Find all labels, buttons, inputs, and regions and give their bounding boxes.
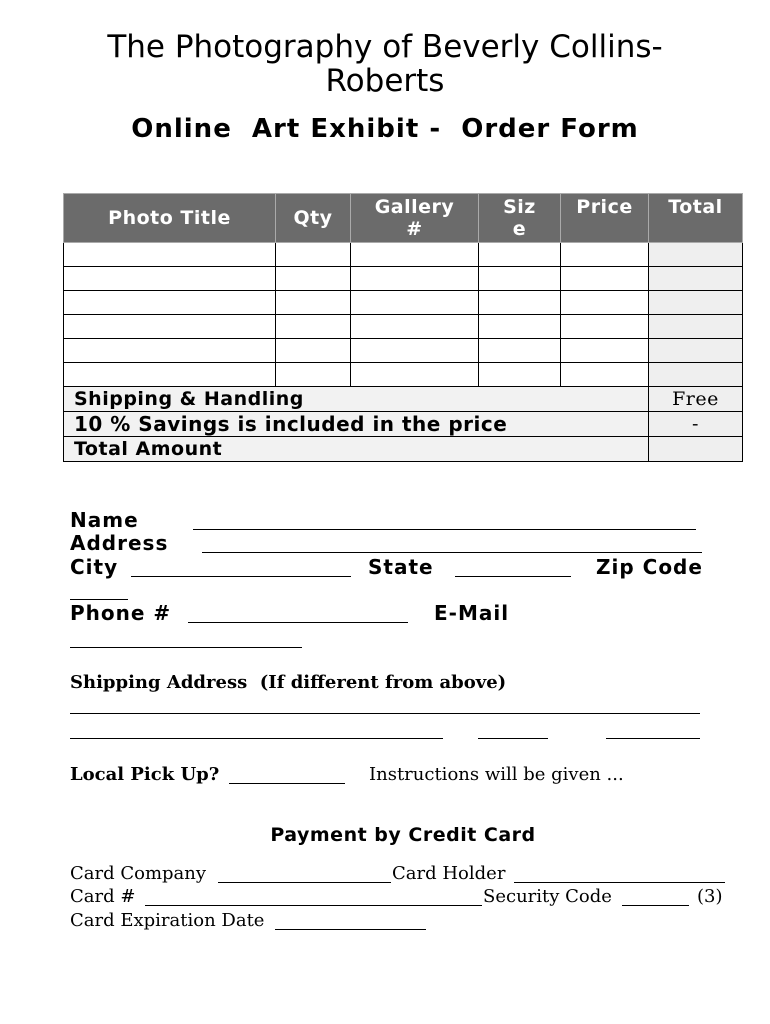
order-row [64,339,743,363]
order-row [64,363,743,387]
photo-title-cell[interactable] [64,243,276,267]
photo-title-cell[interactable] [64,339,276,363]
phone-field[interactable] [188,622,408,623]
order-row [64,243,743,267]
savings-value: - [649,412,743,437]
col-size: Size [479,194,561,243]
qty-cell[interactable] [276,339,351,363]
savings-label: 10 % Savings is included in the price [64,412,649,437]
total-cell [649,315,743,339]
expiration-field[interactable] [275,929,426,930]
qty-cell[interactable] [276,243,351,267]
pickup-instructions: Instructions will be given ... [369,764,624,785]
price-cell[interactable] [561,363,649,387]
phone-label: Phone # [70,601,172,625]
city-field[interactable] [131,576,351,577]
order-table [63,193,743,462]
email-field[interactable] [70,647,302,648]
total-cell [649,339,743,363]
city-label: City [70,555,119,579]
local-pickup-label: Local Pick Up? [70,764,220,785]
gallery-cell[interactable] [351,315,479,339]
qty-cell[interactable] [276,363,351,387]
name-label: Name [70,508,139,532]
name-field[interactable] [193,529,696,530]
payment-heading: Payment by Credit Card [270,824,536,846]
shipping-address-label: Shipping Address [70,672,248,693]
shipping-address-note: (If different from above) [259,672,507,693]
size-cell[interactable] [479,339,561,363]
col-price: Price [561,194,649,243]
col-total: Total [649,194,743,243]
expiration-label: Card Expiration Date [70,910,265,931]
zip-code-label: Zip Code [596,555,703,579]
shipping-address-heading [70,672,506,693]
shipping-row [64,387,743,412]
size-cell[interactable] [479,243,561,267]
size-cell[interactable] [479,291,561,315]
qty-cell[interactable] [276,291,351,315]
photo-title-cell[interactable] [64,291,276,315]
email-label: E-Mail [434,601,510,625]
state-field[interactable] [455,576,571,577]
gallery-cell[interactable] [351,243,479,267]
address-label: Address [70,531,169,555]
price-cell[interactable] [561,243,649,267]
gallery-cell[interactable] [351,339,479,363]
shipping-address-line-1[interactable] [70,713,700,714]
price-cell[interactable] [561,291,649,315]
qty-cell[interactable] [276,267,351,291]
zip-code-field[interactable] [70,599,128,600]
total-cell [649,267,743,291]
total-row [64,437,743,462]
order-table-header-row [64,194,743,243]
card-number-field[interactable] [145,905,482,906]
local-pickup-field[interactable] [229,783,345,784]
total-cell [649,363,743,387]
security-code-label: Security Code [483,886,612,907]
total-cell [649,243,743,267]
size-cell[interactable] [479,315,561,339]
col-photo-title: Photo Title [64,194,276,243]
photo-title-cell[interactable] [64,267,276,291]
price-cell[interactable] [561,267,649,291]
gallery-cell[interactable] [351,363,479,387]
security-code-hint: (3) [697,886,723,907]
card-number-label: Card # [70,886,136,907]
card-holder-label: Card Holder [392,863,506,884]
shipping-value: Free [649,387,743,412]
order-row [64,291,743,315]
size-cell[interactable] [479,363,561,387]
order-row [64,267,743,291]
qty-cell[interactable] [276,315,351,339]
title-text: The Photography of Beverly Collins-Roberts [107,29,663,99]
gallery-cell[interactable] [351,267,479,291]
col-gallery: Gallery # [351,194,479,243]
card-holder-field[interactable] [514,882,725,883]
total-amount-label: Total Amount [64,437,649,462]
state-label: State [368,555,434,579]
shipping-label: Shipping & Handling [64,387,649,412]
card-company-label: Card Company [70,863,207,884]
security-code-field[interactable] [622,905,689,906]
address-field[interactable] [202,552,702,553]
shipping-address-line-2[interactable] [70,738,443,739]
price-cell[interactable] [561,339,649,363]
shipping-state-field[interactable] [478,738,548,739]
card-company-field[interactable] [218,882,391,883]
price-cell[interactable] [561,315,649,339]
total-amount-value[interactable] [649,437,743,462]
photo-title-cell[interactable] [64,315,276,339]
col-qty: Qty [276,194,351,243]
gallery-cell[interactable] [351,291,479,315]
savings-row [64,412,743,437]
form-subtitle: Online Art Exhibit - Order Form [131,114,639,144]
total-cell [649,291,743,315]
size-cell[interactable] [479,267,561,291]
shipping-zip-field[interactable] [606,738,700,739]
page-title [60,30,710,98]
order-row [64,315,743,339]
photo-title-cell[interactable] [64,363,276,387]
